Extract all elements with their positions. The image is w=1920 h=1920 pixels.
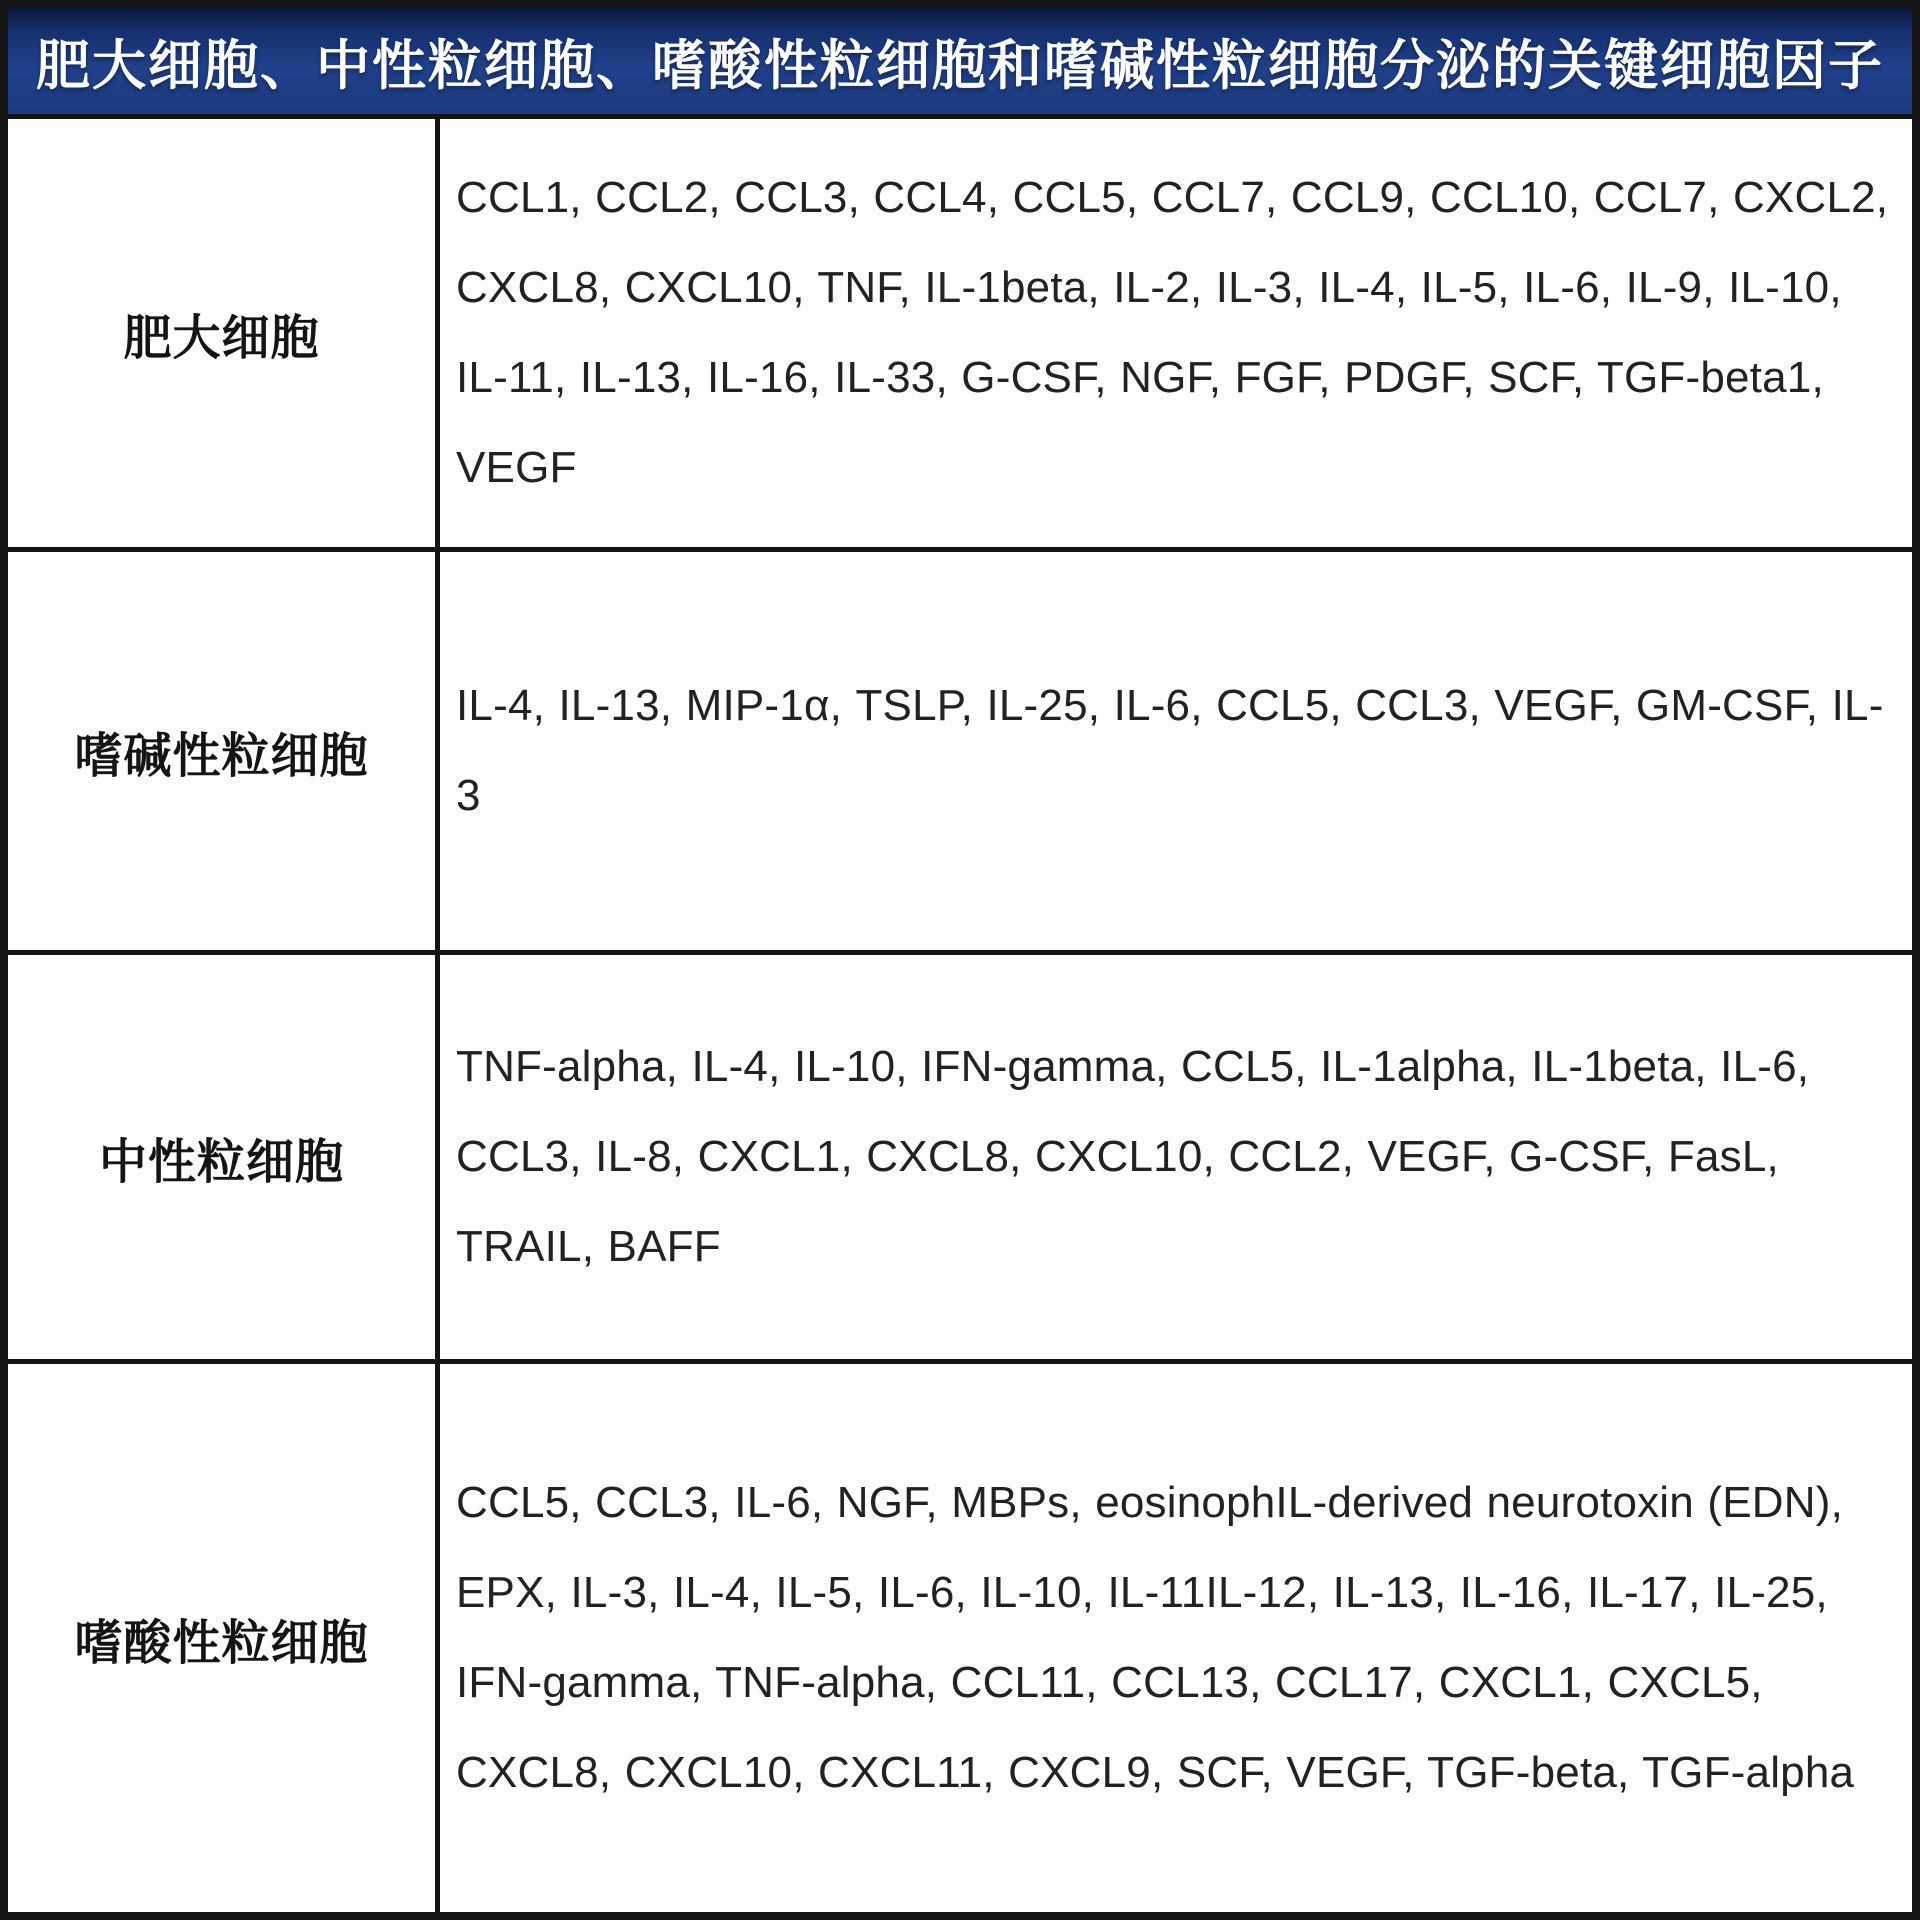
cytokine-list-basophil: IL-4, IL-13, MIP-1α, TSLP, IL-25, IL-6, CCL5, CCL3, VEGF, GM-CSF, IL-3 (456, 681, 1884, 820)
table-row-basophil (8, 547, 1912, 950)
cytokine-list-eosinophil: CCL5, CCL3, IL-6, NGF, MBPs, eosinophIL-derived neurotoxin (EDN), EPX, IL-3, IL-4, IL-5, IL-6, IL-10, IL-11IL-12, IL-13, IL-16, IL-17, IL-25, IFN-gamma, TNF-alpha, CCL11, CCL13, CCL17, CXCL1, CXCL5, CXCL8, CXCL10, CXCL11, CXCL9, SCF, VEGF, TGF-beta, TGF-alpha (456, 1478, 1855, 1797)
cytokine-list-mast-cell: CCL1, CCL2, CCL3, CCL4, CCL5, CCL7, CCL9, CCL10, CCL7, CXCL2, CXCL8, CXCL10, TNF, IL-1beta, IL-2, IL-3, IL-4, IL-5, IL-6, IL-9, IL-10, IL-11, IL-13, IL-16, IL-33, G-CSF, NGF, FGF, PDGF, SCF, TGF-beta1, VEGF (456, 173, 1889, 492)
cytokine-list-neutrophil: TNF-alpha, IL-4, IL-10, IFN-gamma, CCL5, IL-1alpha, IL-1beta, IL-6, CCL3, IL-8, CXCL1, CXCL8, CXCL10, CCL2, VEGF, G-CSF, FasL, TRAIL, BAFF (456, 1042, 1810, 1271)
cell-type-label-neutrophil: 中性粒细胞 (98, 1135, 344, 1189)
table-row-mast-cell (8, 114, 1912, 547)
cytokine-list-cell (435, 955, 1912, 1359)
cell-type-label-mast-cell: 肥大细胞 (123, 311, 320, 365)
cell-type-label-eosinophil: 嗜酸性粒细胞 (74, 1616, 369, 1670)
cytokine-list-cell (435, 119, 1912, 547)
table-row-neutrophil (8, 950, 1912, 1359)
cell-type-label-basophil: 嗜碱性粒细胞 (74, 729, 369, 783)
cytokine-list-cell (435, 552, 1912, 950)
table-row-eosinophil (8, 1359, 1912, 1912)
cytokine-list-cell (435, 1364, 1912, 1912)
table-title: 肥大细胞、中性粒细胞、嗜酸性粒细胞和嗜碱性粒细胞分泌的关键细胞因子 (8, 8, 1912, 114)
